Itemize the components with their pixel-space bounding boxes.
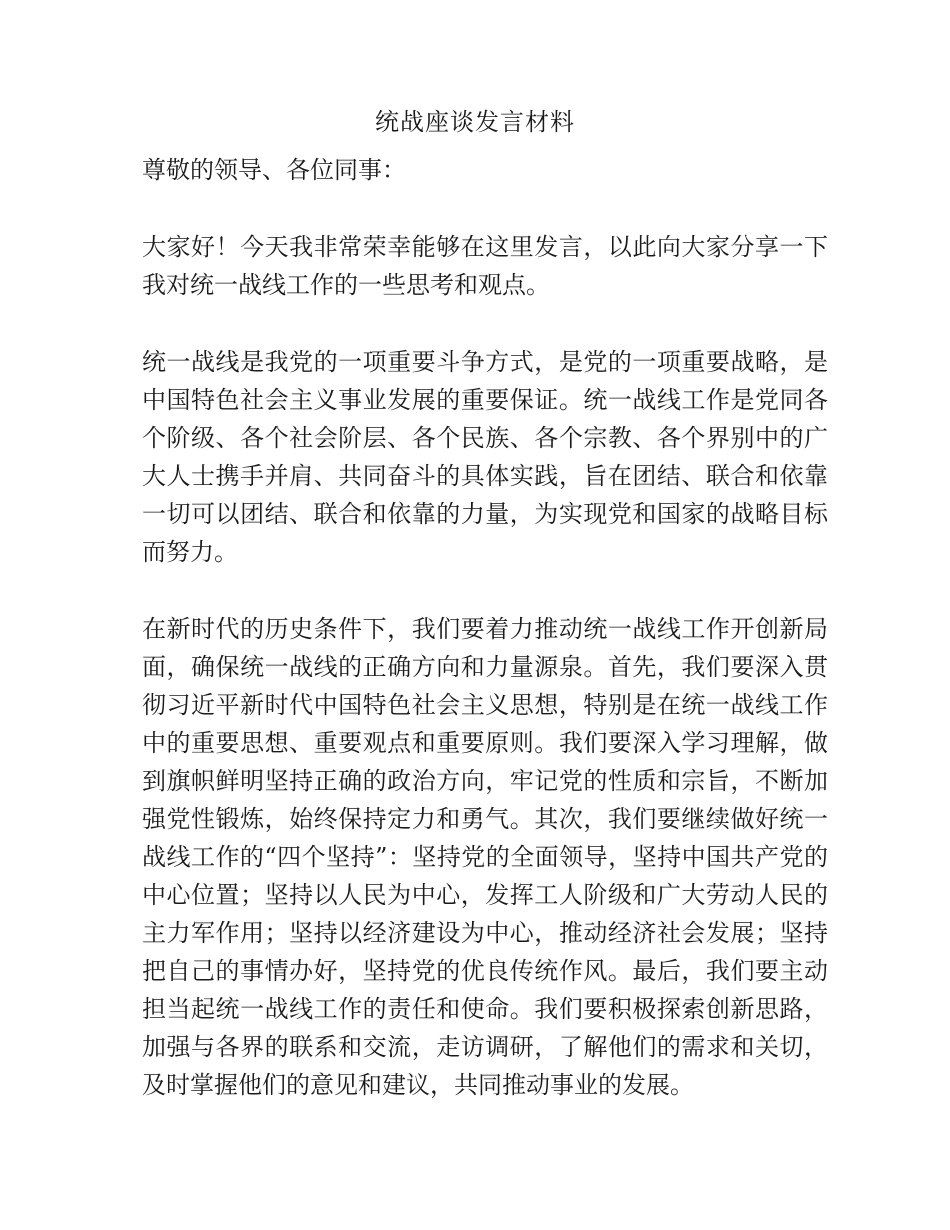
salutation: 尊敬的领导、各位同事： [142,156,406,184]
document-title: 统战座谈发言材料 [375,108,575,136]
paragraph-opening: 大家好！今天我非常荣幸能够在这里发言，以此向大家分享一下我对统一战线工作的一些思考和观点。 [142,233,828,299]
document-body [142,150,828,1104]
paragraph-united-front-definition: 统一战线是我党的一项重要斗争方式，是党的一项重要战略，是中国特色社会主义事业发展的重要保证。统一战线工作是党同各个阶级、各个社会阶层、各个民族、各个宗教、各个界别中的广大人士携手并肩、共同奋斗的具体实践，旨在团结、联合和依靠一切可以团结、联合和依靠的力量，为实现党和国家的战略目标而努力。 [142,348,828,566]
paragraph-new-era-tasks: 在新时代的历史条件下，我们要着力推动统一战线工作开创新局面，确保统一战线的正确方向和力量源泉。首先，我们要深入贯彻习近平新时代中国特色社会主义思想，特别是在统一战线工作中的重要思想、重要观点和重要原则。我们要深入学习理解，做到旗帜鲜明坚持正确的政治方向，牢记党的性质和宗旨，不断加强党性锻炼，始终保持定力和勇气。其次，我们要继续做好统一战线工作的“四个坚持”：坚持党的全面领导，坚持中国共产党的中心位置；坚持以人民为中心，发挥工人阶级和广大劳动人民的主力军作用；坚持以经济建设为中心，推动经济社会发展；坚持把自己的事情办好，坚持党的优良传统作风。最后，我们要主动担当起统一战线工作的责任和使命。我们要积极探索创新思路，加强与各界的联系和交流，走访调研，了解他们的需求和关切，及时掌握他们的意见和建议，共同推动事业的发展。 [142,615,828,1099]
